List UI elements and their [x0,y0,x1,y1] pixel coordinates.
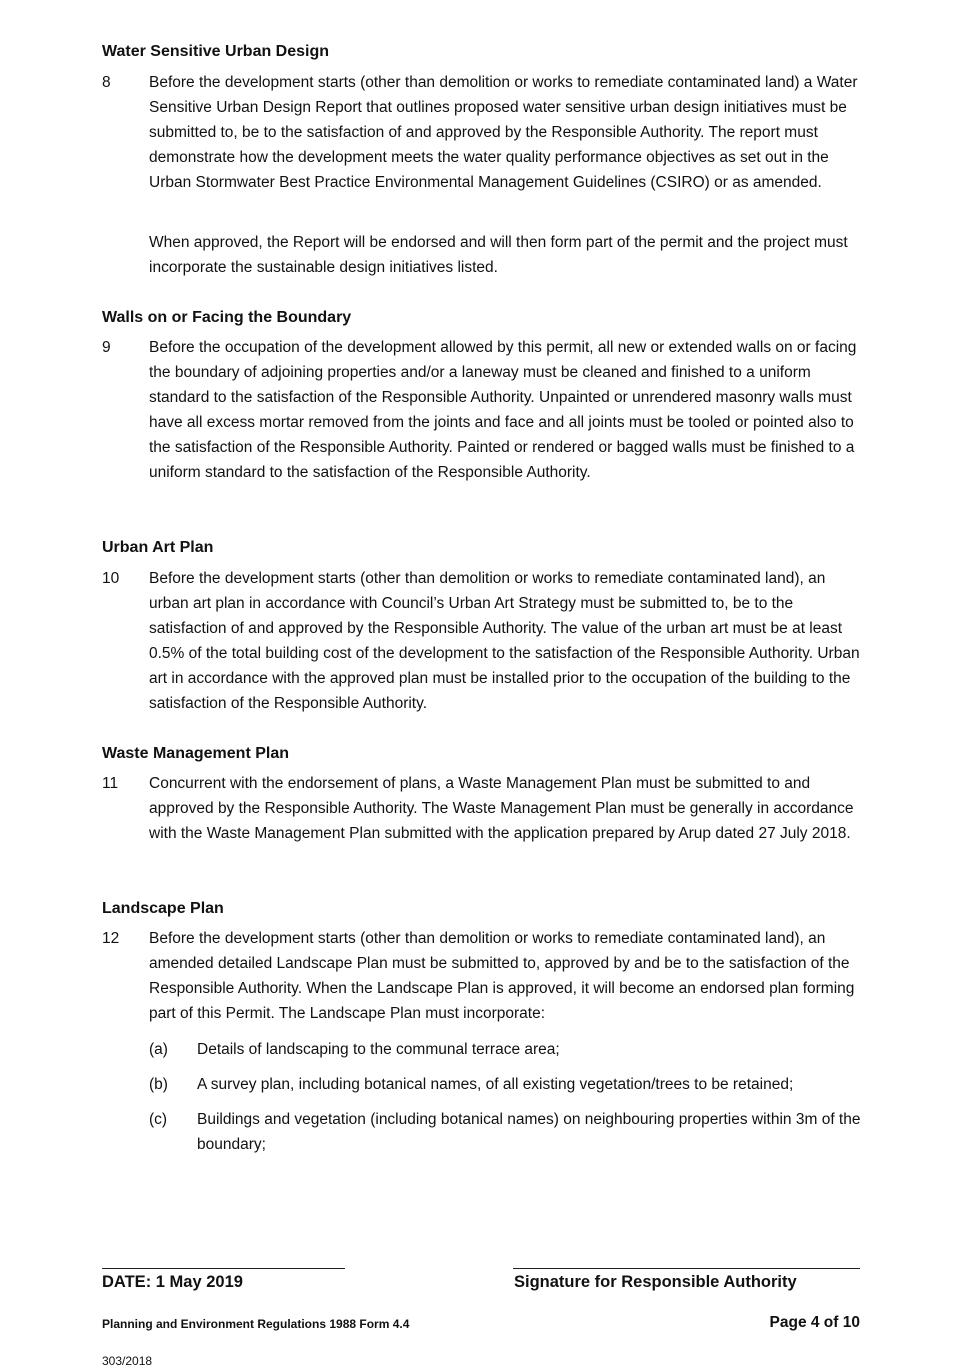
section-heading-landscape-plan: Landscape Plan [102,900,224,917]
condition-paragraph: Concurrent with the endorsement of plans, a Waste Management Plan must be submitted to and approved by the Responsible Authority. The Waste Management Plan must be generally in accordance with the Waste Management Plan submitted with the application prepared by Arup dated 27 July 2018. [149,775,854,842]
date-signature-line [102,1268,345,1269]
condition-number: 9 [102,339,111,356]
condition-number: 11 [102,775,119,792]
permit-date: DATE: 1 May 2019 [102,1273,243,1291]
condition-number: 8 [102,74,111,91]
sub-item-text: A survey plan, including botanical names, of all existing vegetation/trees to be retained; [197,1076,794,1093]
sub-item-letter: (c) [149,1111,168,1128]
condition-number: 12 [102,930,120,947]
regulation-reference: Planning and Environment Regulations 1988 Form 4.4 [102,1317,410,1331]
sub-item-text: Details of landscaping to the communal terrace area; [197,1041,560,1058]
condition-number: 10 [102,570,120,587]
condition-paragraph: Before the development starts (other than demolition or works to remediate contaminated land) a Water Sensitive Urban Design Report that outlines proposed water sensitive urban design initiatives must be submitted to, be to the satisfaction of and approved by the Responsible Authority. The report must demonstrate how the development meets the water quality performance objectives as set out in the Urban Stormwater Best Practice Environmental Management Guidelines (CSIRO) or as amended. [149,74,858,191]
section-heading-water-sensitive-urban-design: Water Sensitive Urban Design [102,43,330,60]
sub-item-letter: (b) [149,1076,168,1093]
sub-item-text: Buildings and vegetation (including botanical names) on neighbouring properties within 3m of the boundary; [197,1111,861,1153]
signature-label: Signature for Responsible Authority [514,1273,797,1291]
section-heading-urban-art-plan: Urban Art Plan [102,539,214,556]
permit-reference-number: 303/2018 [102,1354,153,1368]
section-heading-walls-on-boundary: Walls on or Facing the Boundary [102,309,352,326]
section-heading-waste-management-plan: Waste Management Plan [102,745,290,762]
condition-paragraph: Before the development starts (other than demolition or works to remediate contaminated land), an urban art plan in accordance with Council’s Urban Art Strategy must be submitted to, be to the satisfaction of and approved by the Responsible Authority. The value of the urban art must be at least 0.5% of the total building cost of the development to the satisfaction of the Responsible Authority. Urban art in accordance with the approved plan must be installed prior to the occupation of the building to the satisfaction of the Responsible Authority. [149,570,860,712]
authority-signature-line [513,1268,860,1269]
condition-paragraph: When approved, the Report will be endorsed and will then form part of the permit and the project must incorporate the sustainable design initiatives listed. [149,234,848,276]
page-number: Page 4 of 10 [769,1314,860,1331]
condition-paragraph: Before the occupation of the development allowed by this permit, all new or extended walls on or facing the boundary of adjoining properties and/or a laneway must be cleaned and finished to a uniform standard to the satisfaction of the Responsible Authority. Unpainted or unrendered masonry walls must have all excess mortar removed from the joints and face and all joints must be tooled or pointed also to the satisfaction of the Responsible Authority. Painted or rendered or bagged walls must be finished to a uniform standard to the satisfaction of the Responsible Authority. [149,339,857,481]
sub-item-letter: (a) [149,1041,168,1058]
condition-paragraph: Before the development starts (other than demolition or works to remediate contaminated land), an amended detailed Landscape Plan must be submitted to, approved by and be to the satisfaction of the Responsible Authority. When the Landscape Plan is approved, it will become an endorsed plan forming part of this Permit. The Landscape Plan must incorporate: [149,930,855,1022]
